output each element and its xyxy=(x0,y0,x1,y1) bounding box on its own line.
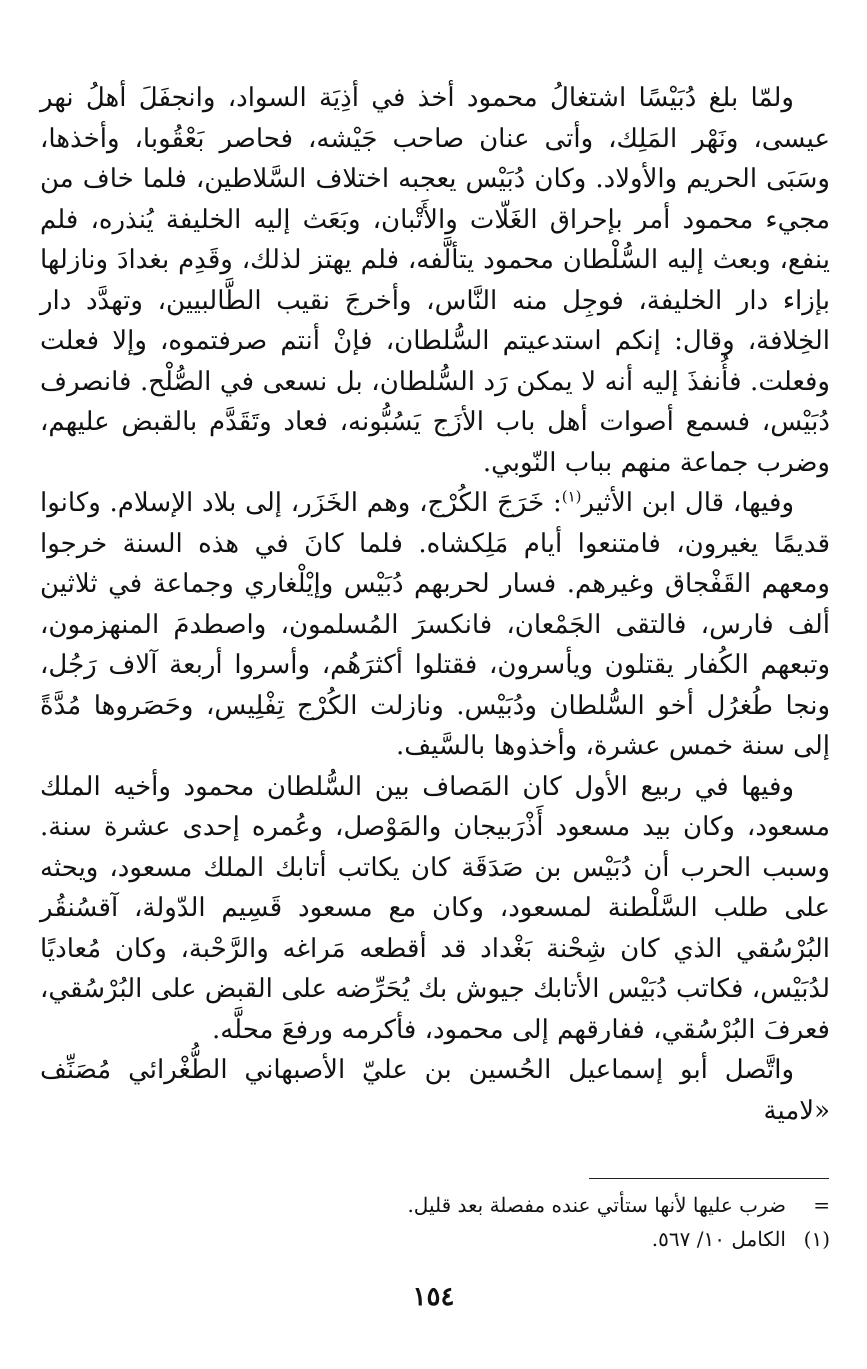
paragraph-4: واتَّصل أبو إسماعيل الحُسين بن عليّ الأصبهاني الطُّغْرائي مُصَنِّف «لامية xyxy=(40,1055,830,1126)
footnote-1 xyxy=(40,1222,830,1256)
paragraph-2 xyxy=(40,483,830,767)
paragraph-1: ولمّا بلغ دُبَيْسًا اشتغالُ محمود أخذ في أذِيَة السواد، وانجفَلَ أهلُ نهر عيسى، ونَهْر المَلِك، وأتى عنان صاحب جَيْشه، فحاصر بَعْقُوبا، وأخذها، وسَبَى الحريم والأولاد. وكان دُبَيْس يعجبه اختلاف السَّلاطين، فلما خاف من مجيء محمود أمر بإحراق الغَلّات والأَتْبان، وبَعَث إليه الخليفة يُنذره، فلم ينفع، وبعث إليه السُّلْطان محمود يتألَّفه، فلم يهتز لذلك، وقَدِم بغدادَ ونازلها بإزاء دار الخليفة، فوجِل منه النَّاس، وأخرجَ نقيب الطَّالبيين، وتهدَّد دار الخِلافة، وقال: إنكم استدعيتم السُّلطان، فإنْ أنتم صرفتموه، وإلا فعلت وفعلت. فأُنفذَ إليه أنه لا يمكن رَد السُّلطان، بل نسعى في الصُّلْح. فانصرف دُبَيْس، فسمع أصوات أهل باب الأزَج يَسُبُّونه، فعاد وتَقَدَّم بالقبض عليهم، وضرب جماعة منهم بباب النّوبي. xyxy=(40,83,830,478)
paragraph-3: وفيها في ربيع الأول كان المَصاف بين السُّلطان محمود وأخيه الملك مسعود، وكان بيد مسعود أَذْرَبيجان والمَوْصل، وعُمره إحدى عشرة سنة. وسبب الحرب أن دُبَيْس بن صَدَقَة كان يكاتب أتابك الملك مسعود، ويحثه على طلب السَّلْطنة لمسعود، وكان مع مسعود قَسِيم الدّولة، آقسُنقُر البُرْسُقي الذي كان شِحْنة بَغْداد قد أقطعه مَراغه والرَّحْبة، وكان مُعاديًا لدُبَيْس، فكاتب دُبَيْس الأتابك جيوش بك يُحَرِّضه على القبض على البُرْسُقي، فعرفَ البُرْسُقي، ففارقهم إلى محمود، فأكرمه ورفعَ محلَّه. xyxy=(40,771,830,1045)
paragraph-2-lead: وفيها، قال ابن الأثير xyxy=(581,488,794,518)
footnotes-section xyxy=(40,1188,830,1256)
page-number: ١٥٤ xyxy=(412,1282,455,1312)
footnote-marker-1: (١) xyxy=(803,1227,830,1251)
footnote-continuation xyxy=(40,1188,830,1222)
footnote-text-continued: ضرب عليها لأنها ستأتي عنده مفصلة بعد قليل. xyxy=(407,1193,786,1217)
main-text-body xyxy=(40,78,830,1131)
footnote-reference-1[interactable]: (١) xyxy=(561,487,582,506)
paragraph-2-rest: : خَرَجَ الكُرْج، وهم الخَزَر، إلى بلاد الإسلام. وكانوا قديمًا يغيرون، فامتنعوا أيام مَلِكشاه. فلما كانَ في هذه السنة خرجوا ومعهم القَفْجاق وغيرهم. فسار لحربهم دُبَيْس وإيْلْغاري وجماعة في ثلاثين ألف فارس، فالتقى الجَمْعان، فانكسرَ المُسلمون، واصطدمَ المنهزمون، وتبعهم الكُفار يقتلون ويأسرون، فقتلوا أكثرَهُم، وأسروا أربعة آلاف رَجُل، ونجا طُغرُل أخو السُّلطان ودُبَيْس. ونازلت الكُرْج تِفْلِيس، وحَصَروها مُدَّةً إلى سنة خمس عشرة، وأخذوها بالسَّيف. xyxy=(40,488,830,761)
footnote-marker-continued: = xyxy=(813,1193,830,1217)
footnote-text-1: الكامل ١٠/ ٥٦٧. xyxy=(651,1227,786,1251)
footnote-divider xyxy=(589,1178,829,1179)
